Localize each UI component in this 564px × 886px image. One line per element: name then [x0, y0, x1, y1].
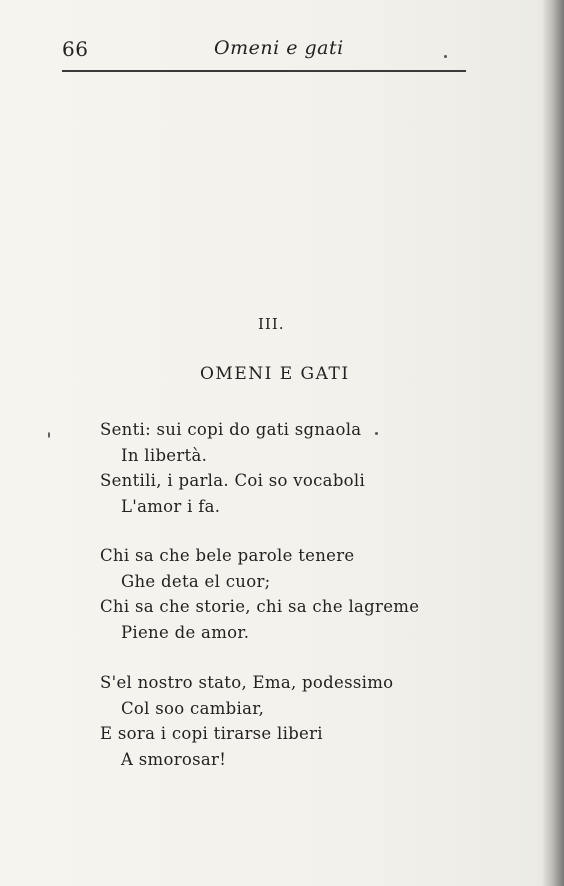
stanza-1 — [100, 417, 365, 519]
poem-line: Senti: sui copi do gati sgnaola — [100, 420, 362, 439]
poem-line: S'el nostro stato, Ema, podessimo — [100, 673, 394, 692]
print-speck — [375, 432, 378, 435]
poem-title: OMENI E GATI — [200, 364, 350, 384]
poem-line: Sentili, i parla. Coi so vocaboli — [100, 471, 366, 490]
poem-line: Chi sa che bele parole tenere — [100, 546, 355, 565]
print-speck — [48, 432, 50, 438]
poem-line: In libertà. — [121, 445, 208, 465]
poem-line: A smorosar! — [121, 749, 227, 769]
page-number: 66 — [62, 37, 89, 61]
poem-line: Ghe deta el cuor; — [121, 571, 271, 591]
header-rule — [62, 70, 466, 72]
poem-line: Piene de amor. — [121, 622, 250, 642]
poem-line: Col soo cambiar, — [121, 698, 265, 718]
page-header — [62, 35, 466, 63]
stanza-2 — [100, 543, 419, 645]
poem-line: E sora i copi tirarse liberi — [100, 724, 323, 743]
page-edge-shadow — [542, 0, 564, 886]
print-speck — [444, 55, 447, 58]
section-number: III. — [258, 315, 285, 333]
poem-line: L'amor i fa. — [121, 496, 221, 516]
stanza-3 — [100, 670, 393, 772]
running-title: Omeni e gati — [214, 37, 344, 59]
poem-line: Chi sa che storie, chi sa che lagreme — [100, 597, 420, 616]
